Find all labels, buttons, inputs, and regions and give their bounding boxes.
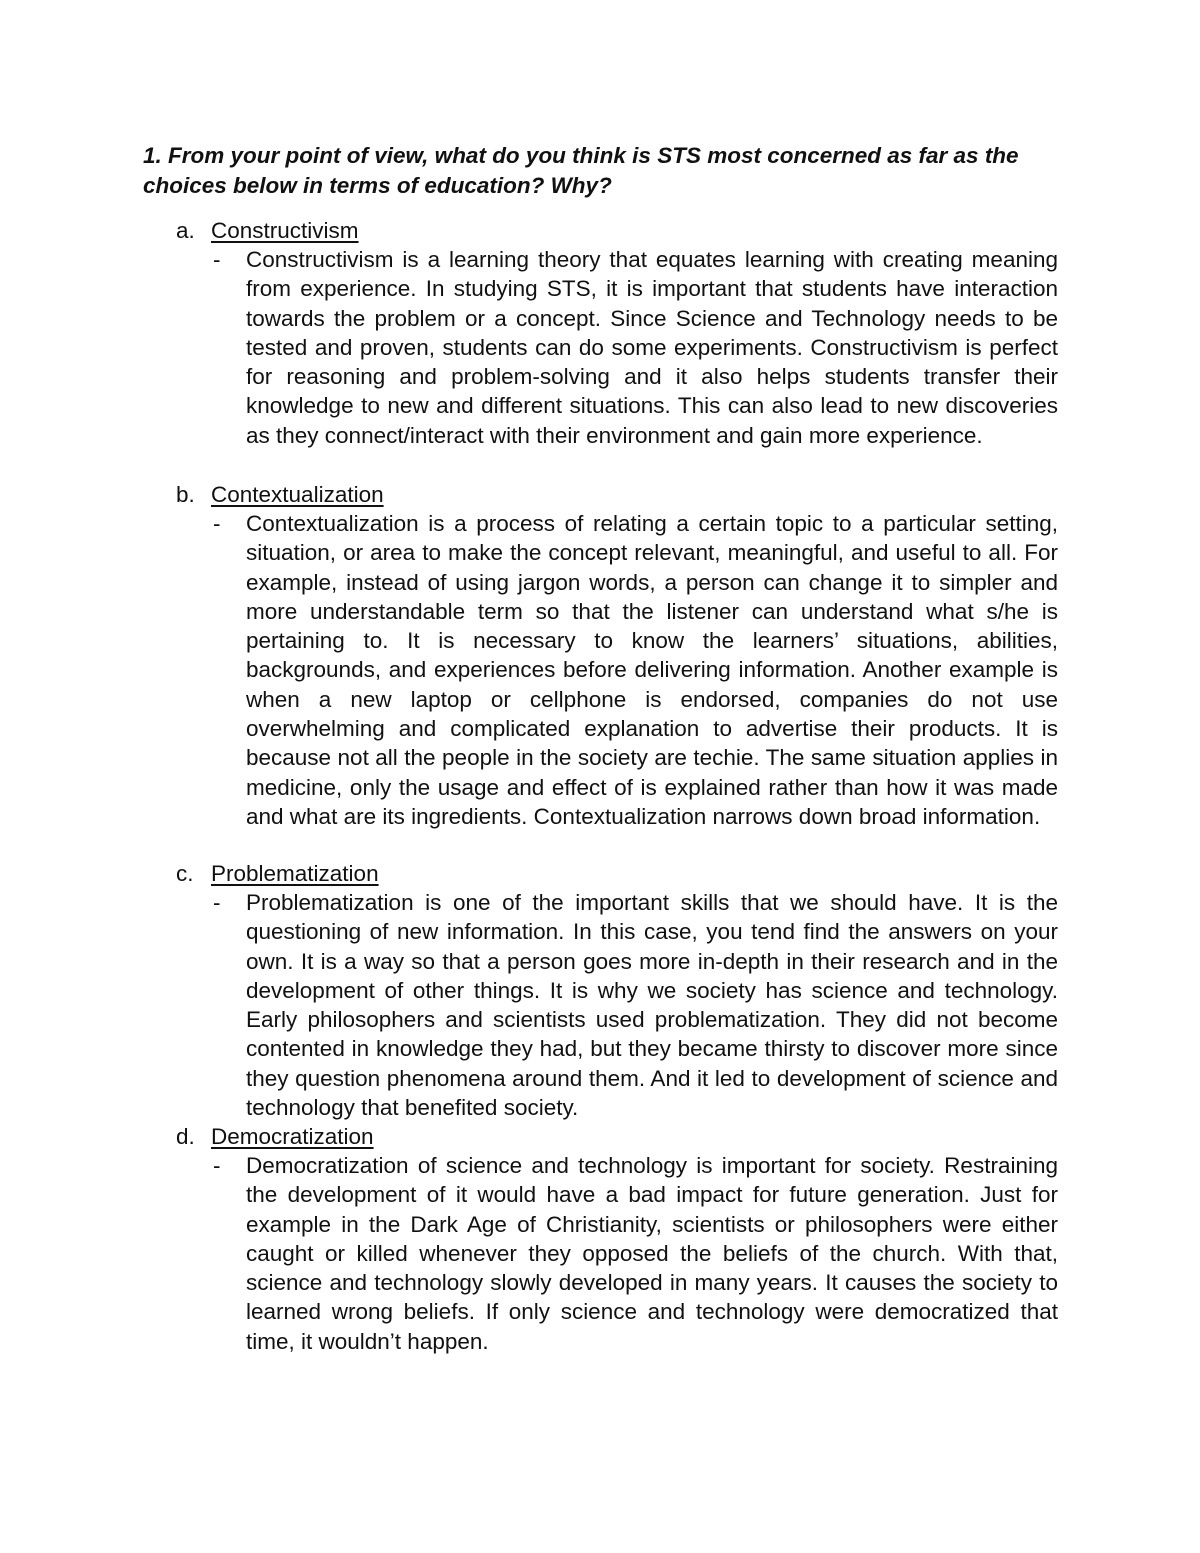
item-d-label: [176, 1122, 1066, 1151]
item-c-dash: -: [213, 890, 221, 915]
item-b-dash: -: [213, 511, 221, 536]
item-a-term: Constructivism: [211, 218, 359, 243]
item-b-answer: Contextualization is a process of relating a certain topic to a particular setting, situation, or area to make the concept relevant, meaningful, and useful to all. For example, instead of using jargon words, a person can change it to simpler and more understandable term so that the listener can understand what s/he is pertaining to. It is necessary to know the learners’ situations, abilities, backgrounds, and experiences before delivering information. Another example is when a new laptop or cellphone is endorsed, companies do not use overwhelming and complicated explanation to advertise their products. It is because not all the people in the society are techie. The same situation applies in medicine, only the usage and effect of is explained rather than how it was made and what are its ingredients. Contextualization narrows down broad information.: [246, 511, 1058, 829]
item-b-label: [176, 480, 1066, 509]
question-heading: 1. From your point of view, what do you think is STS most concerned as far as the choices below in terms of education? Why?: [143, 143, 1019, 198]
item-b-letter: b.: [176, 482, 195, 507]
item-c-label: [176, 859, 1066, 888]
item-d-dash: -: [213, 1153, 221, 1178]
item-a-answer: Constructivism is a learning theory that equates learning with creating meaning from experience. In studying STS, it is important that students have interaction towards the problem or a concept. Since Science and Technology needs to be tested and proven, students can do some experiments. Constructivism is perfect for reasoning and problem-solving and it also helps students transfer their knowledge to new and different situations. This can also lead to new discoveries as they connect/interact with their environment and gain more experience.: [246, 247, 1058, 448]
item-d-letter: d.: [176, 1124, 195, 1149]
item-a-letter: a.: [176, 218, 195, 243]
item-b-term: Contextualization: [211, 482, 384, 507]
item-d-term: Democratization: [211, 1124, 374, 1149]
item-d-answer: Democratization of science and technology is important for society. Restraining the development of it would have a bad impact for future generation. Just for example in the Dark Age of Christianity, scientists or philosophers were either caught or killed whenever they opposed the beliefs of the church. With that, science and technology slowly developed in many years. It causes the society to learned wrong beliefs. If only science and technology were democratized that time, it wouldn’t happen.: [246, 1153, 1058, 1354]
item-c-term: Problematization: [211, 861, 379, 886]
item-a-dash: -: [213, 247, 221, 272]
item-c-letter: c.: [176, 861, 194, 886]
item-a-label: [176, 216, 1066, 245]
item-c-answer: Problematization is one of the important skills that we should have. It is the questioning of new information. In this case, you tend find the answers on your own. It is a way so that a person goes more in-depth in their research and in the development of other things. It is why we society has science and technology. Early philosophers and scientists used problematization. They did not become contented in knowledge they had, but they became thirsty to discover more since they question phenomena around them. And it led to development of science and technology that benefited society.: [246, 890, 1058, 1121]
